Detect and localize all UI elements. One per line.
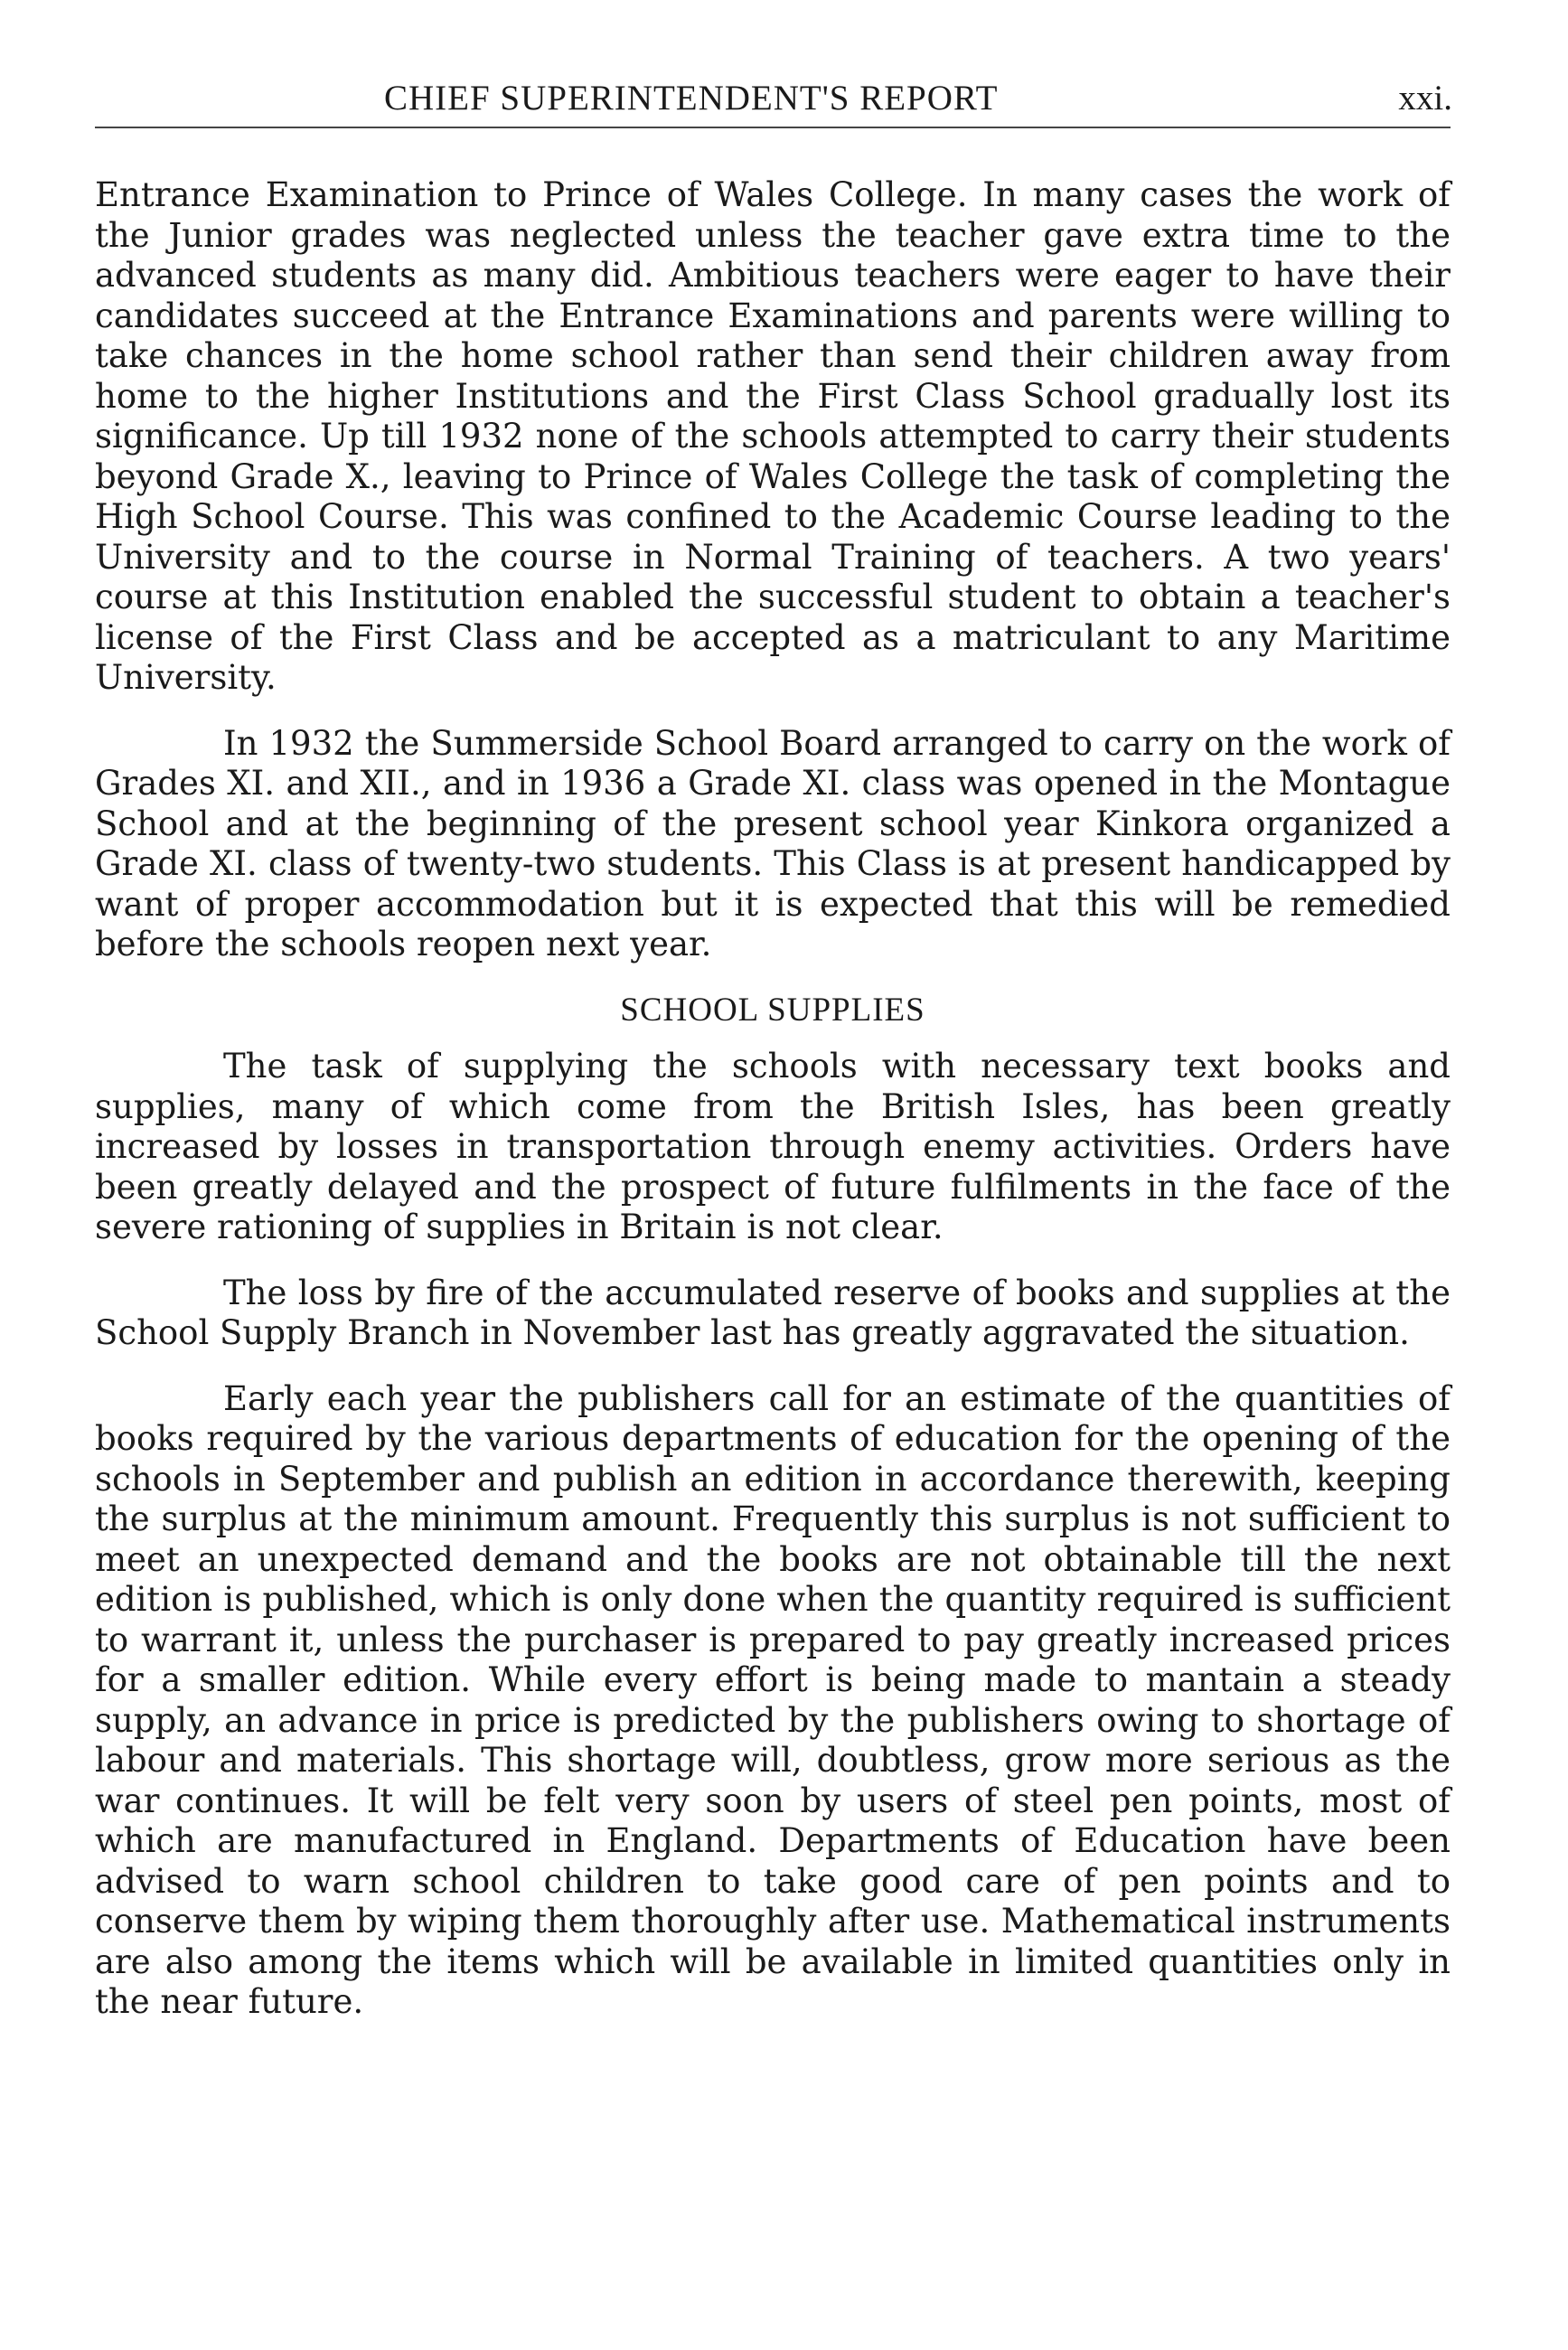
running-header — [95, 63, 1451, 128]
paragraph-grade-expansion: In 1932 the Summerside School Board arranged to carry on the work of Grades XI. and XII., and in 1936 a Grade XI. class was opened in the Montague School and at the beginning of the present school year Kinkora organized a Grade XI. class of twenty-two students. This Class is at present handicapped by want of proper accommodation but it is expected that this will be remedied before the schools reopen next year. — [95, 723, 1451, 964]
page-number: xxi. — [1398, 79, 1452, 118]
paragraph-fire-loss: The loss by fire of the accumulated reserve of books and supplies at the School Supply Branch in November last has greatly aggravated the situation. — [95, 1273, 1451, 1352]
report-title: CHIEF SUPERINTENDENT'S REPORT — [384, 79, 999, 118]
paragraph-entrance-examination: Entrance Examination to Prince of Wales College. In many cases the work of the Junior grades was neglected unless the teacher gave extra time to the advanced students as many did. Ambitious teachers were eager to have their candidates succeed at the Entrance Examinations and parents were willing to take chances in the home school rather than send their children away from home to the higher Institutions and the First Class School gradually lost its significance. Up till 1932 none of the schools attempted to carry their students beyond Grade X., leaving to Prince of Wales College the task of completing the High School Course. This was confined to the Academic Course leading to the University and to the course in Normal Training of teachers. A two years' course at this Institution enabled the successful student to obtain a teacher's license of the First Class and be accepted as a matriculant to any Maritime University. — [95, 175, 1451, 697]
body-text — [95, 175, 1451, 2023]
paragraph-publisher-estimates: Early each year the publishers call for an estimate of the quantities of books required by the various departments of education for the opening of the schools in September and publish an edition in accordance therewith, keeping the surplus at the minimum amount. Frequently this surplus is not sufficient to meet an unexpected demand and the books are not obtainable till the next edition is published, which is only done when the quantity required is sufficient to warrant it, unless the purchaser is prepared to pay greatly increased prices for a smaller edition. While every effort is being made to mantain a steady supply, an advance in price is predicted by the publishers owing to shortage of labour and materials. This shortage will, doubtless, grow more serious as the war continues. It will be felt very soon by users of steel pen points, most of which are manufactured in England. Departments of Education have been advised to warn school children to take good care of pen points and to conserve them by wiping them thoroughly after use. Mathematical instruments are also among the items which will be available in limited quantities only in the near future. — [95, 1378, 1451, 2021]
document-page — [95, 63, 1451, 2048]
paragraph-supply-task: The task of supplying the schools with necessary text books and supplies, many of which come from the British Isles, has been greatly increased by losses in transportation through enemy activities. Orders have been greatly delayed and the prospect of future fulfilments in the face of the severe rationing of supplies in Britain is not clear. — [95, 1047, 1451, 1246]
section-heading-school-supplies: SCHOOL SUPPLIES — [620, 991, 925, 1029]
